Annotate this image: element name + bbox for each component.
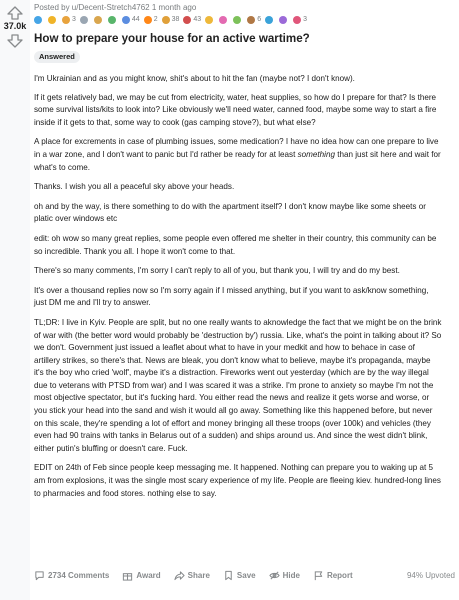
award-9-icon[interactable] <box>162 16 170 24</box>
emphasis-text: something <box>297 149 335 159</box>
award-16-icon[interactable] <box>279 16 287 24</box>
share-arrow-icon <box>174 570 185 581</box>
body-paragraph: I'm Ukrainian and as you might know, shit's about to hit the fan (maybe not? I don't know). <box>34 74 355 83</box>
body-paragraph: edit: oh wow so many great replies, some people even offered me shelter in their country, this community can be so incredible. Thank you all. I hope it won't come to that. <box>34 233 437 256</box>
award-10-icon[interactable] <box>183 16 191 24</box>
body-paragraph: If it gets relatively bad, we may be cut from electricity, water, heat supplies, so how do I prepare for that? Is there some survival lists/kits to look into? Like obviously we'll need water, canned food, maybe some way to start a fire inside if it gets to that, some way to cook (gas camping stove?), but what else? <box>34 92 437 127</box>
award-13-icon[interactable] <box>233 16 241 24</box>
post-body <box>34 73 442 500</box>
award-count: 38 <box>171 16 180 23</box>
body-paragraph: There's so many comments, I'm sorry I can't reply to all of you, but thank you, I will try and do my best. <box>34 266 400 276</box>
award-8-icon[interactable] <box>144 16 152 24</box>
gift-icon <box>122 570 133 581</box>
award-2-icon[interactable] <box>48 16 56 24</box>
body-paragraph: It's over a thousand replies now so I'm sorry again if I missed anything, but if you want to ask/know something, just DM me and I'll try to answer. <box>34 285 429 308</box>
award-count: 44 <box>131 16 140 23</box>
downvote-arrow-icon[interactable] <box>7 34 23 48</box>
awards-row[interactable] <box>34 14 455 25</box>
body-paragraph: oh and by the way, is there something to do with the apartment itself? I don't know maybe like some sheets or platic over windows etc <box>34 201 426 224</box>
post-flair[interactable]: Answered <box>34 51 80 63</box>
share-button[interactable]: Share <box>174 570 210 581</box>
comment-icon <box>34 570 45 581</box>
award-4-icon[interactable] <box>80 16 88 24</box>
award-6-icon[interactable] <box>108 16 116 24</box>
upvote-ratio: 94% Upvoted <box>406 571 455 580</box>
award-count: 6 <box>257 16 262 23</box>
award-count: 3 <box>303 16 308 23</box>
award-1-icon[interactable] <box>34 16 42 24</box>
award-3-icon[interactable] <box>62 16 70 24</box>
award-count: 2 <box>153 16 158 23</box>
body-paragraph: A place for excrements in case of plumbing issues, some medication? I have no idea how can one prepare to live in a war zone, and I don't want to panic but I'd rather be ready for at least something than just sit here and wait for what's to come. <box>34 137 441 172</box>
body-paragraph: Thanks. I wish you all a peaceful sky above your heads. <box>34 182 235 192</box>
award-5-icon[interactable] <box>94 16 102 24</box>
award-7-icon[interactable] <box>122 16 130 24</box>
hide-button[interactable]: Hide <box>269 570 300 581</box>
award-count: 43 <box>193 16 202 23</box>
award-12-icon[interactable] <box>219 16 227 24</box>
body-paragraph: EDIT on 24th of Feb since people keep messaging me. It happened. Nothing can prepare you to waking up at 5 am from explosions, it was the single most scary experience of my life. People are fleeing kiev. hundred-long lines to pharmacies and food stores. nothing else to say. <box>34 463 441 498</box>
eye-slash-icon <box>269 570 280 581</box>
award-11-icon[interactable] <box>205 16 213 24</box>
flag-icon <box>313 570 324 581</box>
post-container <box>30 0 459 600</box>
bookmark-icon <box>223 570 234 581</box>
post-title[interactable]: How to prepare your house for an active wartime? <box>34 32 310 45</box>
post-actions-bar <box>34 570 455 581</box>
award-14-icon[interactable] <box>247 16 255 24</box>
vote-score: 37.0k <box>3 21 27 31</box>
body-paragraph: TL;DR: I live in Kyiv. People are split, but no one really wants to aknowledge the fact that we might be on the brink of war with (the better word would probably be 'destruction by') russia. Like, what's the point in talking about it? So we don't. Government just issued a leaflet about what to have in your medkit and how to behace in case of artillery strikes, so there's that. News are bleak, you don't know what to believe, maybe it's propaganda, maybe it's the boy who cried 'wolf', maybe it's a distraction. Fireworks went out yesterday (which are by the way illegal due to veterans with PTSD from war) and I was scared it was a strike. I'm prone to anxiety so maybe I'm not the most objective spectator, but it's fucking hard. You either read the news and realize it gets worse and worse, or you stick your head into the sand and wish it would all go away. Something like this happened before, but never on this scale, they're spending a lot of effort and money bringing all these troops (over 100k) and vehicles (they even had 90 trains with tanks in Belarus out of a sudden) and ships around us. And since the west didn't blink, either putin's bluffing or doesn't care. Fuck. <box>34 317 442 453</box>
post-meta[interactable]: Posted by u/Decent-Stretch4762 1 month ago <box>34 3 197 12</box>
report-button[interactable]: Report <box>313 570 353 581</box>
award-15-icon[interactable] <box>265 16 273 24</box>
upvote-arrow-icon[interactable] <box>7 6 23 20</box>
award-17-icon[interactable] <box>293 16 301 24</box>
comments-button[interactable]: 2734 Comments <box>34 570 109 581</box>
award-button[interactable]: Award <box>122 570 160 581</box>
award-count: 3 <box>72 16 76 23</box>
save-button[interactable]: Save <box>223 570 256 581</box>
vote-column <box>0 0 30 600</box>
